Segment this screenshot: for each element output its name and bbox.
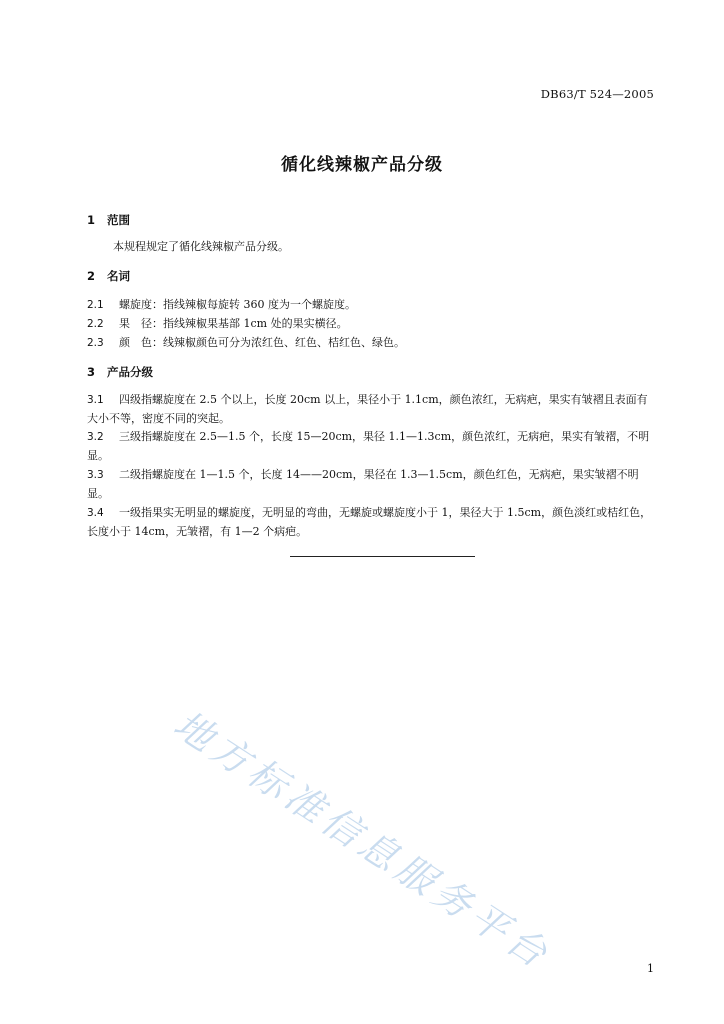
item-number: 2.3 bbox=[87, 337, 104, 349]
section-heading-grading bbox=[87, 364, 153, 380]
watermark: 地方标准信息服务平台 bbox=[166, 701, 560, 979]
item-text: 果 径：指线辣椒果基部 1cm 处的果实横径。 bbox=[119, 317, 348, 330]
grade-item bbox=[87, 428, 657, 465]
item-text: 四级指螺旋度在 2.5 个以上，长度 20cm 以上，果径小于 1.1cm，颜色浓红，无病疤，果实有皱褶且表面有大小不等，密度不同的突起。 bbox=[87, 393, 648, 425]
end-rule bbox=[290, 556, 475, 557]
item-text: 二级指螺旋度在 1—1.5 个，长度 14——20cm，果径在 1.3—1.5cm，颜色红色，无病疤，果实皱褶不明显。 bbox=[87, 468, 639, 500]
section-number: 3 bbox=[87, 365, 96, 379]
item-text: 一级指果实无明显的螺旋度，无明显的弯曲，无螺旋或螺旋度小于 1，果径大于 1.5cm，颜色淡红或桔红色，长度小于 14cm，无皱褶，有 1—2 个病疤。 bbox=[87, 506, 652, 538]
scope-paragraph: 本规程规定了循化线辣椒产品分级。 bbox=[113, 240, 289, 253]
term-item bbox=[87, 296, 657, 315]
section-title: 产品分级 bbox=[107, 365, 153, 379]
item-text: 三级指螺旋度在 2.5—1.5 个，长度 15—20cm，果径 1.1—1.3cm，颜色浓红，无病疤，果实有皱褶，不明显。 bbox=[87, 430, 650, 462]
term-item bbox=[87, 315, 657, 334]
section-heading-scope bbox=[87, 212, 130, 228]
item-number: 3.4 bbox=[87, 507, 104, 519]
grade-item bbox=[87, 466, 657, 503]
section-title: 名词 bbox=[107, 269, 130, 283]
grade-item bbox=[87, 391, 657, 428]
document-code: DB63/T 524—2005 bbox=[540, 87, 654, 101]
section-number: 2 bbox=[87, 269, 96, 283]
section-number: 1 bbox=[87, 213, 96, 227]
item-number: 3.2 bbox=[87, 431, 104, 443]
item-text: 颜 色：线辣椒颜色可分为浓红色、红色、桔红色、绿色。 bbox=[119, 336, 405, 349]
item-text: 螺旋度：指线辣椒每旋转 360 度为一个螺旋度。 bbox=[119, 298, 356, 311]
section-title: 范围 bbox=[107, 213, 130, 227]
item-number: 3.3 bbox=[87, 469, 104, 481]
document-title: 循化线辣椒产品分级 bbox=[281, 155, 443, 175]
item-number: 3.1 bbox=[87, 394, 104, 406]
page-number: 1 bbox=[647, 962, 654, 975]
item-number: 2.2 bbox=[87, 318, 104, 330]
grade-item bbox=[87, 504, 657, 541]
item-number: 2.1 bbox=[87, 299, 104, 311]
term-item bbox=[87, 334, 657, 353]
section-heading-terms bbox=[87, 268, 130, 284]
